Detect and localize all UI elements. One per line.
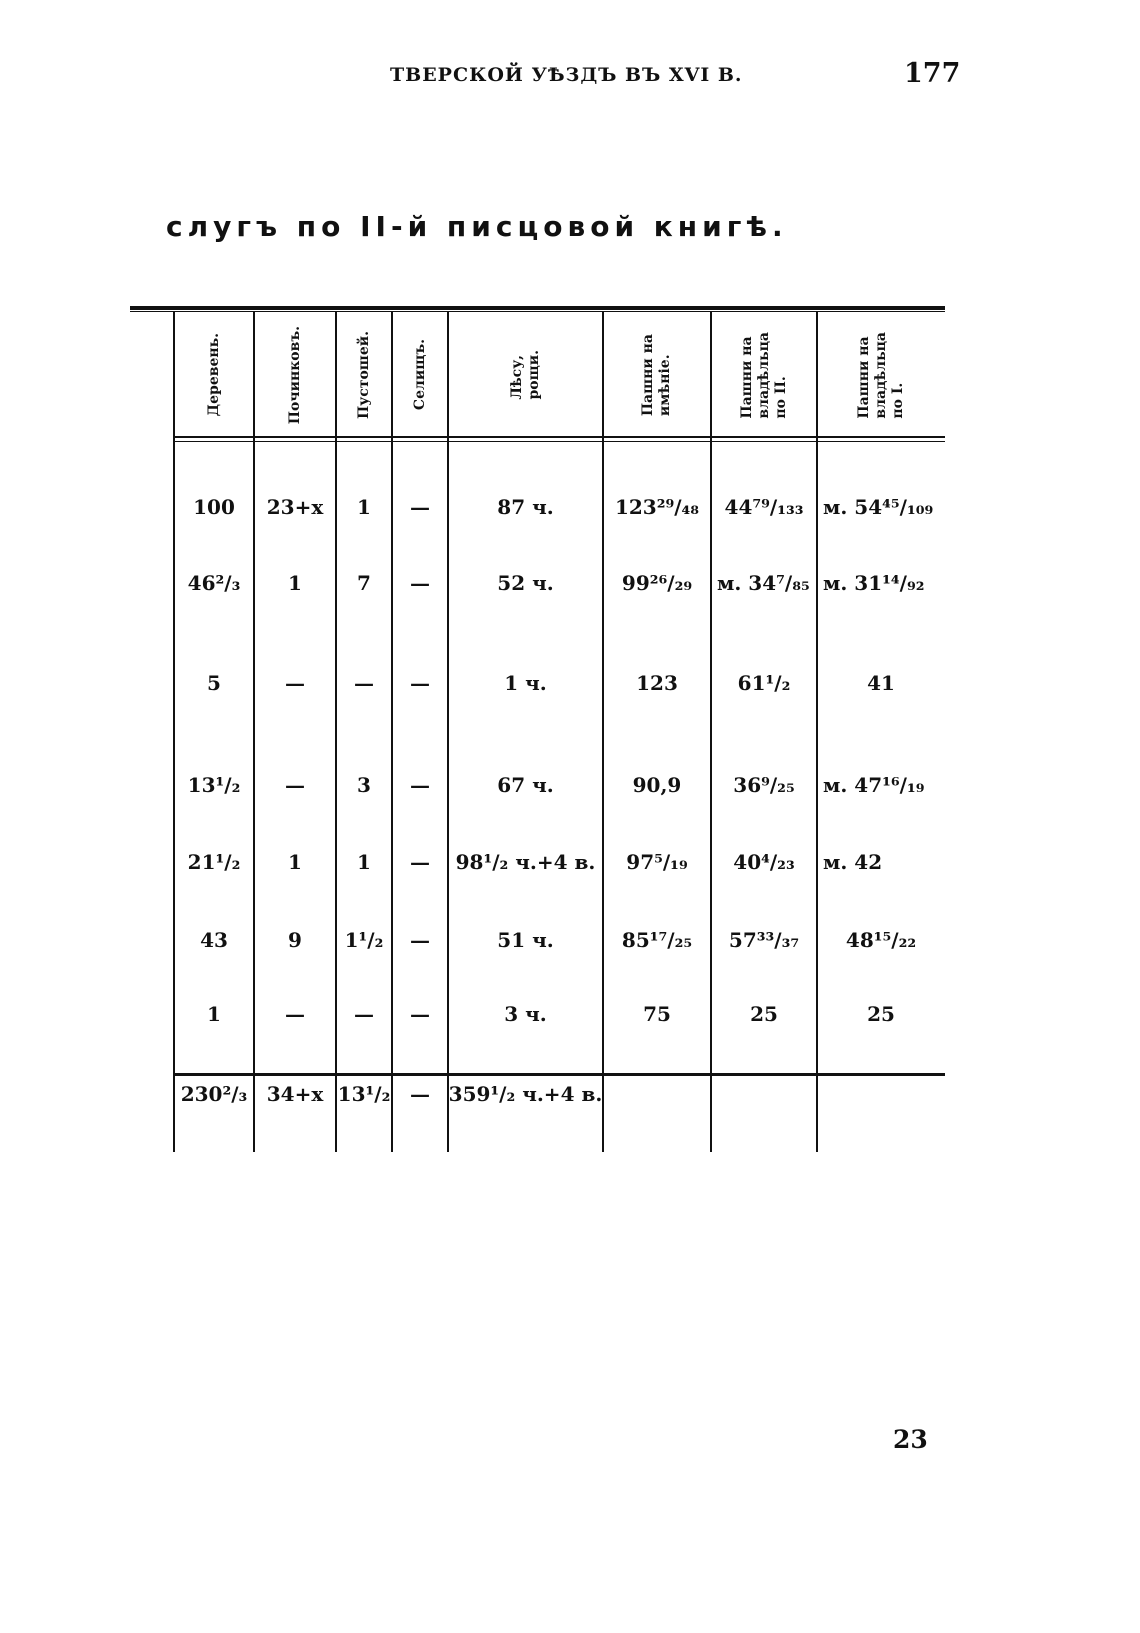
table-row-cell: 3 bbox=[357, 773, 371, 797]
table-row-cell: м. 42 bbox=[823, 850, 883, 874]
table-row-cell: — bbox=[410, 671, 430, 695]
top-rule bbox=[130, 306, 945, 310]
totals-row-cell: 13¹/₂ bbox=[337, 1082, 391, 1106]
table-row-cell: м. 54⁴⁵/₁₀₉ bbox=[823, 495, 934, 519]
column-header-label: Селищъ. bbox=[411, 339, 428, 411]
table-row-cell: 100 bbox=[193, 495, 235, 519]
column-header-4 bbox=[448, 314, 603, 436]
table-row-cell: — bbox=[410, 495, 430, 519]
table-row-cell: 51 ч. bbox=[497, 928, 554, 952]
totals-row-cell: 359¹/₂ ч.+4 в. bbox=[448, 1082, 603, 1106]
table-row-cell: 97⁵/₁₉ bbox=[626, 850, 688, 874]
table-row-cell: — bbox=[410, 1002, 430, 1026]
table-row-cell: 1 ч. bbox=[504, 671, 547, 695]
column-header-0 bbox=[174, 314, 254, 436]
table-row-cell: 1 bbox=[288, 850, 302, 874]
table-row-cell: м. 31¹⁴/₉₂ bbox=[823, 571, 925, 595]
totals-row-cell bbox=[603, 1074, 711, 1114]
table-row-cell: 44⁷⁹/₁₃₃ bbox=[724, 495, 804, 519]
totals-row-cell bbox=[711, 1074, 817, 1114]
table-row-cell: 1 bbox=[357, 495, 371, 519]
column-header-label: Лѣсу, рощи. bbox=[508, 350, 542, 400]
table-row-cell: 7 bbox=[357, 571, 371, 595]
column-header-2 bbox=[336, 314, 392, 436]
table-row-cell: 1 bbox=[207, 1002, 221, 1026]
column-header-5 bbox=[603, 314, 711, 436]
table-row-cell: 5 bbox=[207, 671, 221, 695]
table-row-cell: — bbox=[285, 1002, 305, 1026]
table-row-cell: 67 ч. bbox=[497, 773, 554, 797]
page-number: 177 bbox=[904, 58, 961, 89]
totals-row-cell: 34+x bbox=[266, 1082, 324, 1106]
column-header-3 bbox=[392, 314, 448, 436]
column-header-1 bbox=[254, 314, 336, 436]
table-row-cell: — bbox=[410, 850, 430, 874]
table-row-cell: 75 bbox=[643, 1002, 671, 1026]
table-row-cell: — bbox=[285, 773, 305, 797]
table-row-cell: — bbox=[285, 671, 305, 695]
column-header-label: Пашни на имѣніе. bbox=[640, 333, 673, 417]
column-header-7 bbox=[817, 314, 945, 436]
table-row-cell: 25 bbox=[750, 1002, 778, 1026]
column-header-label: Пустошей. bbox=[355, 331, 372, 419]
totals-row-cell: 230²/₃ bbox=[180, 1082, 248, 1106]
table-row-cell: 1¹/₂ bbox=[344, 928, 384, 952]
header-rule bbox=[174, 436, 945, 438]
table-row-cell: 25 bbox=[867, 1002, 895, 1026]
sheet-number: 23 bbox=[893, 1425, 928, 1454]
column-header-label: Пашни на владѣльца по II. bbox=[738, 331, 789, 419]
table-row-cell: 36⁹/₂₅ bbox=[733, 773, 795, 797]
table-row-cell: — bbox=[354, 671, 374, 695]
table-row-cell: 43 bbox=[200, 928, 228, 952]
table-row-cell: — bbox=[410, 928, 430, 952]
table-row-cell: 123 bbox=[636, 671, 678, 695]
table-row-cell: 52 ч. bbox=[497, 571, 554, 595]
totals-row-cell bbox=[817, 1074, 945, 1114]
header-rule-thin bbox=[174, 441, 945, 442]
table-row-cell: 21¹/₂ bbox=[187, 850, 241, 874]
table-row-cell: 123²⁹/₄₈ bbox=[614, 495, 700, 519]
table-row-cell: 61¹/₂ bbox=[737, 671, 791, 695]
running-head: ТВЕРСКОЙ УѢЗДЪ ВЪ XVI В. bbox=[390, 64, 743, 86]
table-row-cell: — bbox=[354, 1002, 374, 1026]
table-row-cell: 41 bbox=[867, 671, 895, 695]
column-header-6 bbox=[711, 314, 817, 436]
table-row-cell: 40⁴/₂₃ bbox=[733, 850, 795, 874]
table-row-cell: 46²/₃ bbox=[187, 571, 241, 595]
table-row-cell: 98¹/₂ ч.+4 в. bbox=[455, 850, 596, 874]
table-row-cell: 57³³/₃₇ bbox=[728, 928, 800, 952]
table-row-cell: 48¹⁵/₂₂ bbox=[845, 928, 917, 952]
table-row-cell: 13¹/₂ bbox=[187, 773, 241, 797]
totals-row-cell: — bbox=[410, 1082, 430, 1106]
table-title: слугъ по II-й писцовой книгѣ. bbox=[166, 210, 788, 243]
table-row-cell: 9 bbox=[288, 928, 302, 952]
table-row-cell: 23+x bbox=[266, 495, 324, 519]
table-row-cell: м. 34⁷/₈₅ bbox=[717, 571, 810, 595]
table-row-cell: 99²⁶/₂₉ bbox=[621, 571, 693, 595]
column-header-label: Починковъ. bbox=[286, 325, 303, 425]
table-row-cell: м. 47¹⁶/₁₉ bbox=[823, 773, 925, 797]
table-row-cell: 1 bbox=[357, 850, 371, 874]
table-row-cell: — bbox=[410, 571, 430, 595]
table-row-cell: 85¹⁷/₂₅ bbox=[621, 928, 693, 952]
column-header-label: Деревень. bbox=[205, 333, 222, 417]
table-row-cell: 87 ч. bbox=[497, 495, 554, 519]
column-header-label: Пашни на владѣльца по I. bbox=[855, 331, 906, 419]
table-row-cell: 90,9 bbox=[632, 773, 682, 797]
table-row-cell: 3 ч. bbox=[504, 1002, 547, 1026]
table-row-cell: 1 bbox=[288, 571, 302, 595]
table-row-cell: — bbox=[410, 773, 430, 797]
